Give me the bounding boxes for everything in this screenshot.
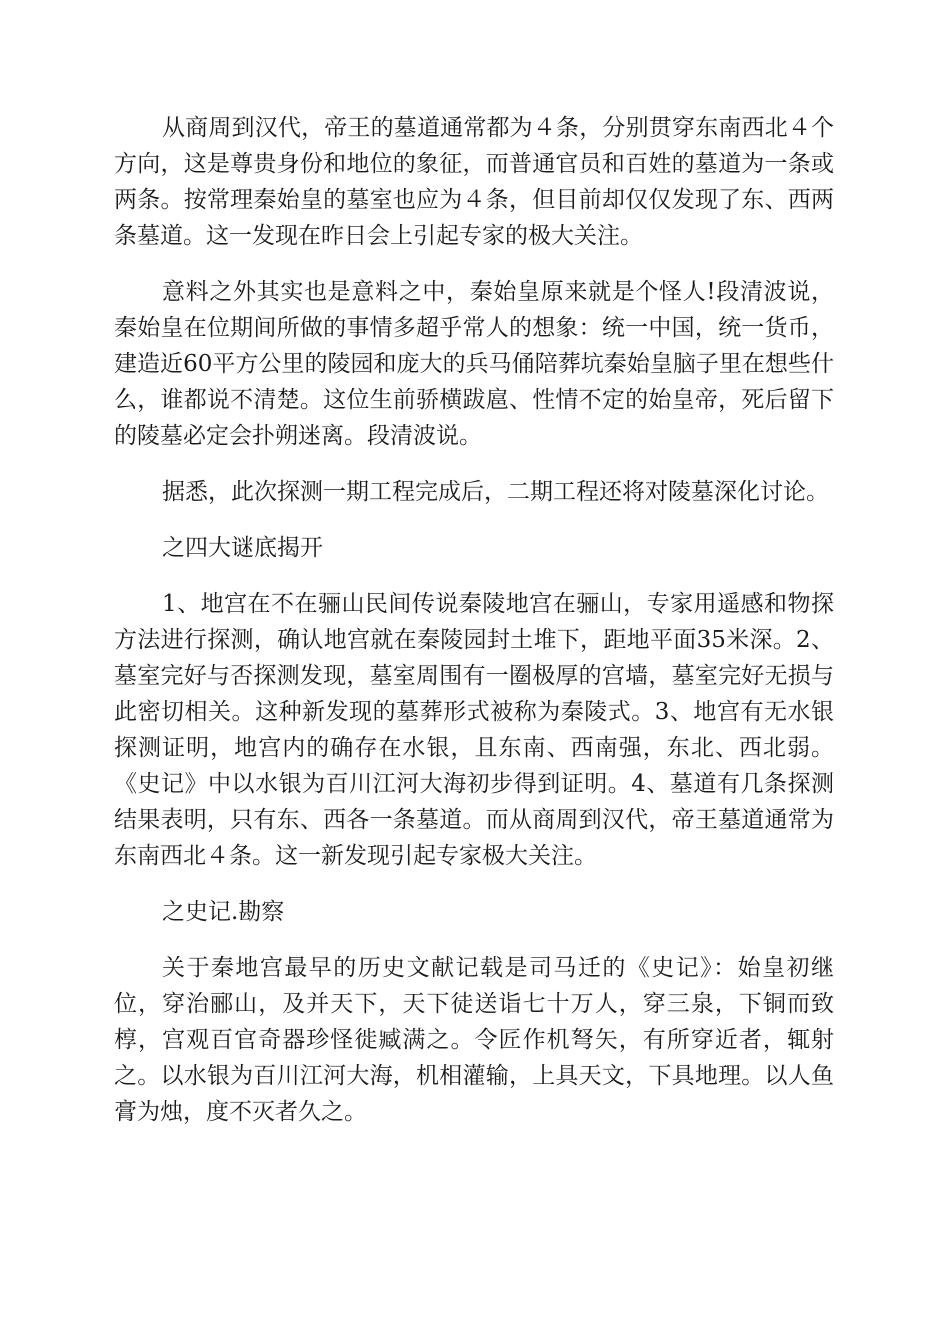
paragraph-duan-qingbo-quote: 意料之外其实也是意料之中，秦始皇原来就是个怪人!段清波说，秦始皇在位期间所做的事情多超乎常人的想象：统一中国，统一货币，建造近60平方公里的陵园和庞大的兵马俑陪葬坑秦始皇脑子里在想些什么，谁都说不清楚。这位生前骄横跋扈、性情不定的始皇帝，死后留下的陵墓必定会扑朔迷离。段清波说。: [114, 279, 834, 449]
document-body: [114, 110, 834, 1150]
paragraph-four-mysteries: 1、地宫在不在骊山民间传说秦陵地宫在骊山，专家用遥感和物探方法进行探测，确认地宫就在秦陵园封土堆下，距地平面35米深。2、墓室完好与否探测发现，墓室周围有一圈极厚的宫墙，墓室完好无损与此密切相关。这种新发现的墓葬形式被称为秦陵式。3、地宫有无水银探测证明，地宫内的确存在水银，且东南、西南强，东北、西北弱。《史记》中以水银为百川江河大海初步得到证明。4、墓道有几条探测结果表明，只有东、西各一条墓道。而从商周到汉代，帝王墓道通常为东南西北４条。这一新发现引起专家极大关注。: [114, 591, 834, 869]
section-heading-four-mysteries: 之四大谜底揭开: [162, 535, 323, 561]
paragraph-phase-two: 据悉，此次探测一期工程完成后，二期工程还将对陵墓深化讨论。: [162, 479, 829, 505]
paragraph-shiji-record: 关于秦地宫最早的历史文献记载是司马迁的《史记》：始皇初继位，穿治郦山，及并天下，天下徒送诣七十万人，穿三泉，下铜而致椁，宫观百官奇器珍怪徙臧满之。令匠作机弩矢，有所穿近者，辄射之。以水银为百川江河大海，机相灌输，上具天文，下具地理。以人鱼膏为烛，度不灭者久之。: [114, 955, 834, 1125]
paragraph-tomb-passages: 从商周到汉代，帝王的墓道通常都为４条，分别贯穿东南西北４个方向，这是尊贵身份和地位的象征，而普通官员和百姓的墓道为一条或两条。按常理秦始皇的墓室也应为４条，但目前却仅仅发现了东、西两条墓道。这一发现在昨日会上引起专家的极大关注。: [114, 115, 834, 249]
section-heading-shiji-survey: 之史记.勘察: [162, 899, 285, 925]
